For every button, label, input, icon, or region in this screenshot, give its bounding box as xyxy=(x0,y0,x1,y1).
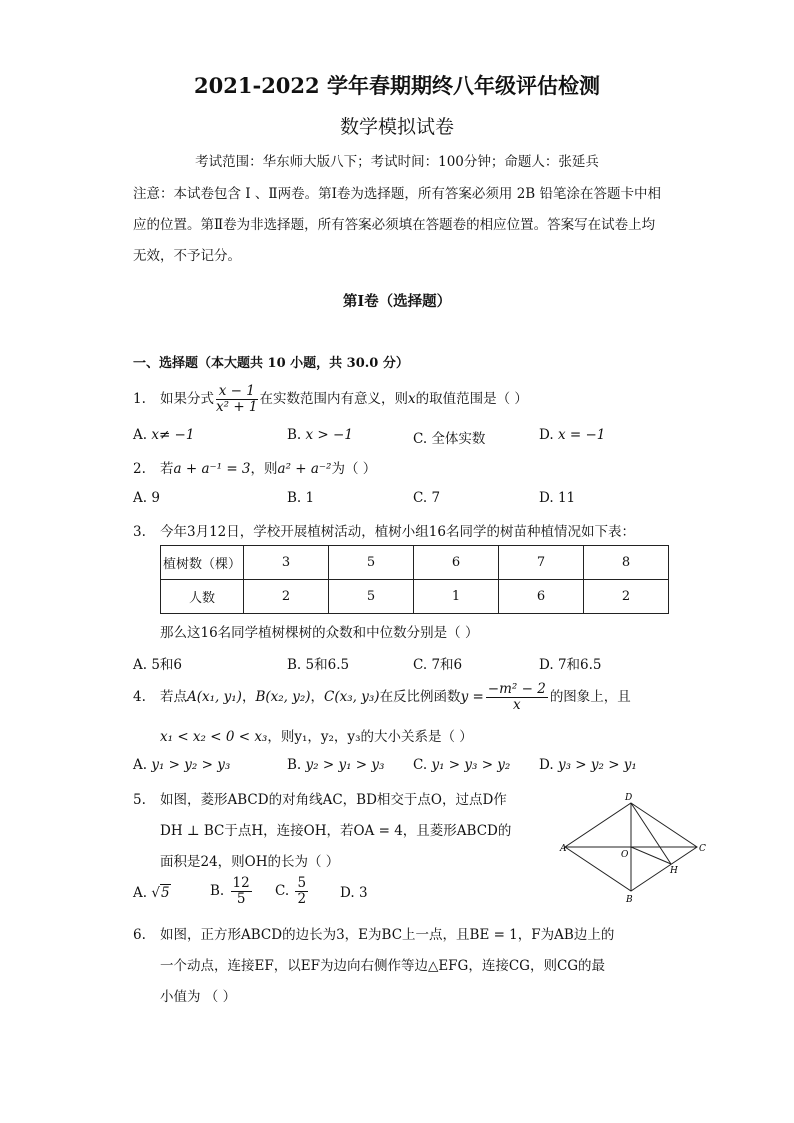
question-4: 4. 若点A(x₁, y₁)，B(x₂, y₂)，C(x₃, y₃)在反比例函数y = $\frac{\text{−m² − 2}}{x}$ 的图象上，且 xyxy=(133,681,631,713)
option-a[interactable]: A. 9 xyxy=(133,490,160,506)
question-5-line2: DH ⊥ BC于点H，连接OH，若OA = 4，且菱形ABCD的 xyxy=(160,823,512,839)
question-6-line3: 小值为 （ ） xyxy=(160,989,237,1005)
table-row: 人数 2 5 1 6 2 xyxy=(161,580,669,614)
label-o: O xyxy=(621,850,629,860)
exam-title: 2021-2022 学年春期期终八年级评估检测 xyxy=(194,73,600,98)
question-5-line3: 面积是24，则OH的长为（ ） xyxy=(160,854,340,870)
option-b[interactable]: B. x > −1 xyxy=(287,427,353,443)
option-b[interactable]: B. 1 xyxy=(287,490,315,506)
label-a: A xyxy=(560,844,567,854)
option-c[interactable]: C. 7 xyxy=(413,490,441,506)
label-d: D xyxy=(625,793,633,803)
question-6-line2: 一个动点，连接EF，以EF为边向右侧作等边△EFG，连接CG，则CG的最 xyxy=(160,958,606,974)
question-number: 1. xyxy=(133,391,146,407)
option-d[interactable]: D. 7和6.5 xyxy=(539,657,602,673)
question-3-followup: 那么这16名同学植树棵树的众数和中位数分别是（ ） xyxy=(160,625,479,641)
option-b[interactable]: B. $\frac{12}{5}$ xyxy=(210,875,250,907)
label-c: C xyxy=(699,844,706,854)
question-1: 1. 如果分式 $\frac{x - 1}{\text{x² + 1}}$ 在实数范围内有意义，则x的取值范围是（ ） xyxy=(133,383,528,415)
exam-notice: 注意：本试卷包含 Ⅰ 、Ⅱ两卷。第Ⅰ卷为选择题，所有答案必须用 2B 铅笔涂在答题卡中相应的位置。第Ⅱ卷为非选择题，所有答案必须填在答题卷的相应位置。答案写在试卷上均无效，不予记分。 xyxy=(133,186,662,264)
label-b: B xyxy=(626,895,633,905)
label-h: H xyxy=(670,866,678,876)
option-d[interactable]: D. y₃ > y₂ > y₁ xyxy=(539,757,637,773)
option-a[interactable]: A. x≠ −1 xyxy=(133,427,195,443)
option-a[interactable]: A. 5和6 xyxy=(133,657,183,673)
option-a[interactable]: A. √5 xyxy=(133,885,170,901)
option-a[interactable]: A. y₁ > y₂ > y₃ xyxy=(133,757,231,773)
exam-subtitle: 数学模拟试卷 xyxy=(339,116,454,138)
fraction: $\frac{x - 1}{\text{x² + 1}}$ xyxy=(216,383,258,415)
option-c[interactable]: C. $\frac{5}{2}$ xyxy=(275,875,307,907)
section-title: 第Ⅰ卷（选择题） xyxy=(342,293,452,310)
part-title: 一、选择题（本大题共 10 小题，共 30.0 分） xyxy=(133,356,409,371)
option-d[interactable]: D. 3 xyxy=(340,885,368,901)
option-d[interactable]: D. x = −1 xyxy=(539,427,606,443)
question-6: 6. 如图，正方形ABCD的边长为3，E为BC上一点，且BE = 1，F为AB边上的 xyxy=(133,927,615,943)
option-b[interactable]: B. 5和6.5 xyxy=(287,657,350,673)
question-4-line2: x₁ < x₂ < 0 < x₃，则y₁，y₂，y₃的大小关系是（ ） xyxy=(160,729,473,745)
data-table xyxy=(160,545,669,614)
rhombus-figure xyxy=(560,793,705,903)
question-5: 5. 如图，菱形ABCD的对角线AC，BD相交于点O，过点D作 xyxy=(133,792,507,808)
option-c[interactable]: C. 7和6 xyxy=(413,657,463,673)
option-c[interactable]: C. y₁ > y₃ > y₂ xyxy=(413,757,511,773)
option-b[interactable]: B. y₂ > y₁ > y₃ xyxy=(287,757,385,773)
option-c[interactable]: C. 全体实数 xyxy=(413,431,486,447)
segment-dh xyxy=(631,803,671,864)
question-3: 3. 今年3月12日，学校开展植树活动，植树小组16名同学的树苗种植情况如下表： xyxy=(133,524,635,540)
table-row: 植树数（棵） 3 5 6 7 8 xyxy=(161,546,669,580)
exam-info: 考试范围：华东师大版八下；考试时间：100分钟；命题人：张延兵 xyxy=(195,154,599,170)
option-d[interactable]: D. 11 xyxy=(539,490,576,506)
question-2: 2. 若a + a⁻¹ = 3，则a² + a⁻²为（ ） xyxy=(133,461,377,477)
fraction: $\frac{\text{−m² − 2}}{x}$ xyxy=(487,681,546,713)
